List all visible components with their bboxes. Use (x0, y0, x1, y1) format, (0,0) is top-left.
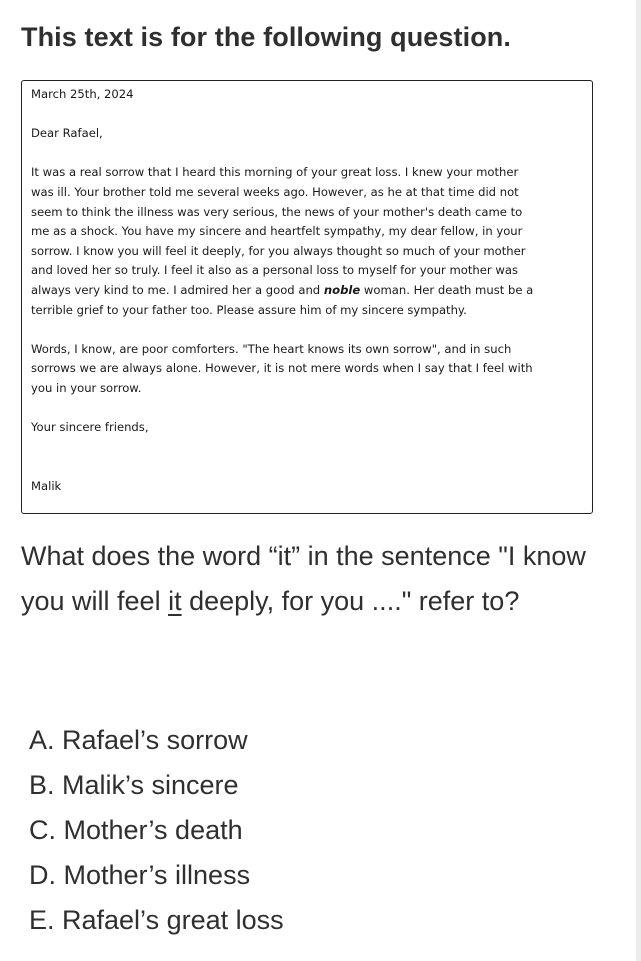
intro-heading: This text is for the following question. (21, 22, 511, 52)
letter-line: sorrows we are always alone. However, it is not mere words when I say that I feel with (31, 361, 533, 376)
answer-option-a[interactable]: A. Rafael’s sorrow (29, 725, 248, 755)
letter-line: terrible grief to your father too. Please assure him of my sincere sympathy. (31, 302, 467, 317)
answer-option-d[interactable]: D. Mother’s illness (29, 860, 251, 890)
letter-line: me as a shock. You have my sincere and heartfelt sympathy, my dear fellow, in your (31, 224, 523, 239)
emphasized-word: noble (323, 282, 361, 297)
letter-line: Words, I know, are poor comforters. "The heart knows its own sorrow", and in such (31, 341, 512, 356)
letter-text: always very kind to me. I admired her a good and (31, 282, 324, 297)
answer-option-b[interactable]: B. Malik’s sincere (29, 770, 239, 800)
letter-line (31, 281, 586, 301)
letter-paragraph-2 (31, 340, 586, 399)
letter-line: It was a real sorrow that I heard this morning of your great loss. I knew your mother (31, 165, 519, 180)
letter-line: was ill. Your brother told me several weeks ago. However, as he at that time did not (31, 184, 519, 199)
question-part: deeply, for you ...." refer to? (181, 586, 520, 616)
letter-signature: Malik (31, 478, 62, 493)
letter-box (21, 80, 593, 514)
letter-line: sorrow. I know you will feel it deeply, for you always thought so much of your mother (31, 243, 526, 258)
question-part: What does the word “it” in the sentence "I know you will feel (21, 541, 586, 616)
scrollbar-track[interactable] (636, 0, 641, 961)
answer-option-e[interactable]: E. Rafael’s great loss (29, 905, 284, 935)
letter-date: March 25th, 2024 (31, 87, 134, 101)
question-text (21, 534, 611, 624)
letter-line: you in your sorrow. (31, 380, 142, 395)
letter-text: woman. Her death must be a (360, 282, 534, 297)
underlined-word: it (168, 586, 182, 616)
answer-options (29, 718, 284, 943)
letter-greeting: Dear Rafael, (31, 126, 103, 141)
letter-line: seem to think the illness was very serious, the news of your mother's death came to (31, 204, 523, 219)
letter-line: and loved her so truly. I feel it also as a personal loss to myself for your mother was (31, 263, 518, 278)
answer-option-c[interactable]: C. Mother’s death (29, 815, 243, 845)
letter-closing: Your sincere friends, (31, 420, 149, 435)
letter-paragraph-1 (31, 163, 586, 320)
